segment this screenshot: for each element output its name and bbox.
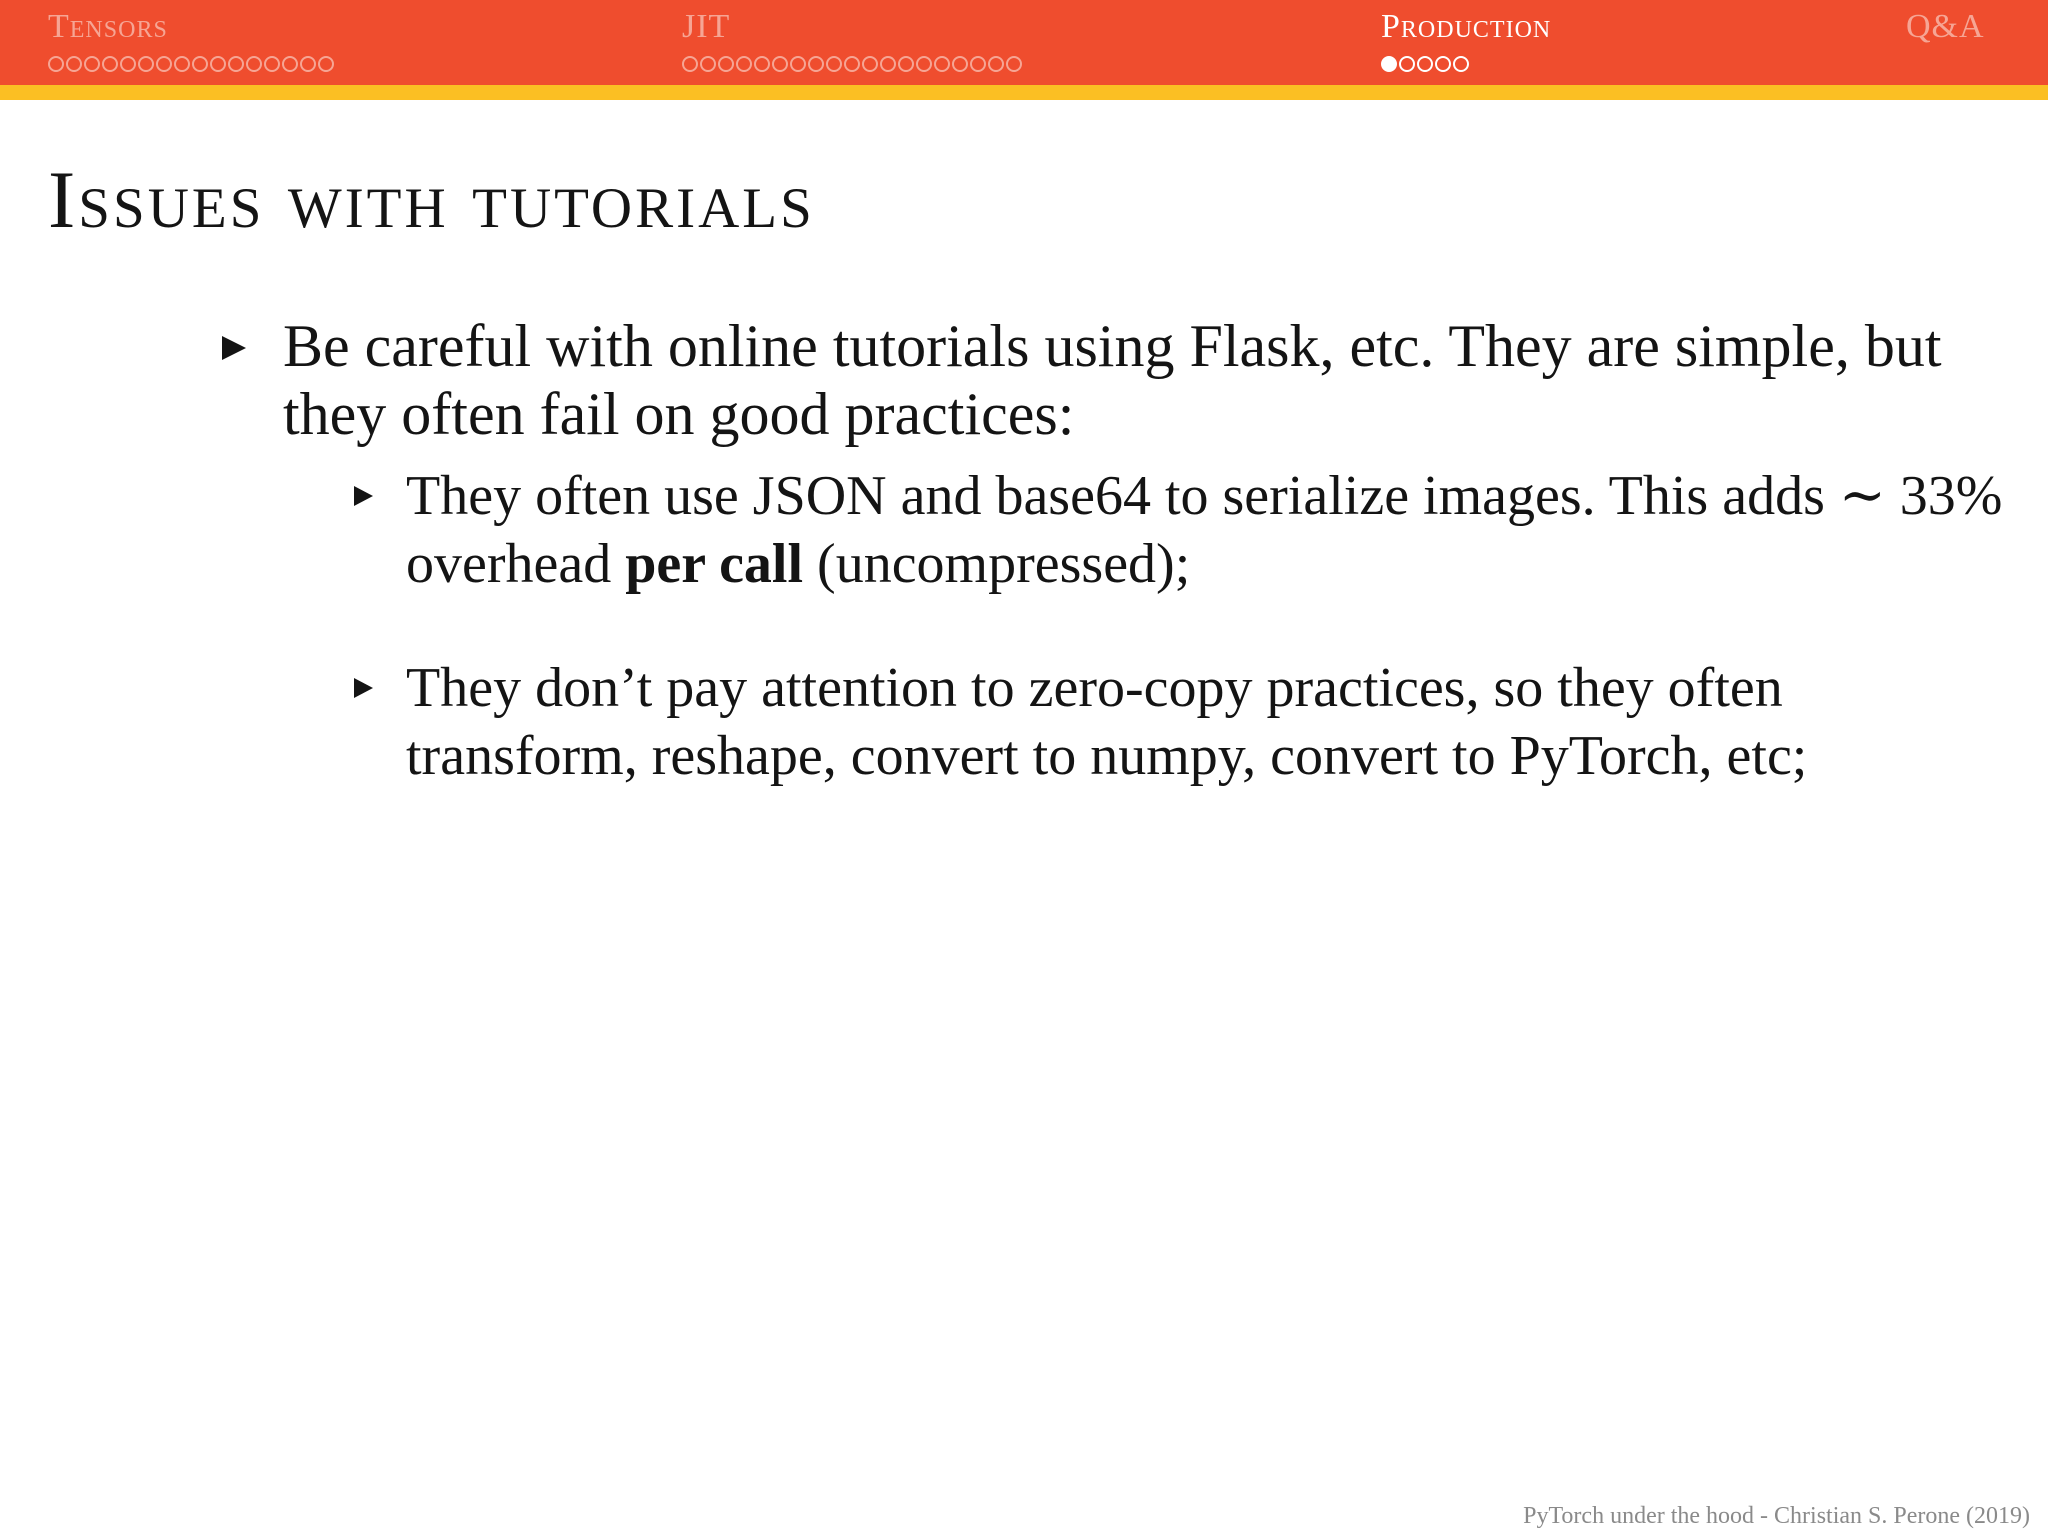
nav-section-jit <box>682 8 1022 72</box>
nav-frame-dot-icon[interactable] <box>880 56 896 72</box>
nav-section-title[interactable]: JIT <box>682 8 731 45</box>
nav-frame-dot-icon[interactable] <box>246 56 262 72</box>
sub-bullet-text: They often use JSON and base64 to serialize images. This adds ∼ 33% overhead <box>406 465 2003 595</box>
nav-section-production <box>1381 8 1551 72</box>
slide-footer: PyTorch under the hood - Christian S. Perone (2019) <box>1523 1503 2030 1529</box>
nav-frame-dot-icon[interactable] <box>1006 56 1022 72</box>
nav-frame-dot-icon[interactable] <box>952 56 968 72</box>
nav-frame-dot-icon[interactable] <box>264 56 280 72</box>
navbar-accent-stripe <box>0 85 2048 100</box>
nav-frame-dot-icon[interactable] <box>898 56 914 72</box>
nav-section-title[interactable]: Tensors <box>48 8 168 45</box>
nav-frame-dot-icon[interactable] <box>120 56 136 72</box>
nav-frame-dot-icon[interactable] <box>138 56 154 72</box>
nav-section-qa <box>1906 8 1985 46</box>
nav-progress-dots <box>1381 56 1551 72</box>
nav-frame-dot-icon[interactable] <box>808 56 824 72</box>
slide-title: Issues with tutorials <box>48 154 815 245</box>
nav-frame-dot-icon[interactable] <box>156 56 172 72</box>
sub-bullet-text: (uncompressed); <box>803 533 1191 595</box>
nav-progress-dots <box>682 56 1022 72</box>
nav-frame-dot-icon[interactable] <box>988 56 1004 72</box>
nav-frame-dot-icon[interactable] <box>844 56 860 72</box>
nav-progress-dots <box>48 56 334 72</box>
nav-frame-dot-icon[interactable] <box>736 56 752 72</box>
sub-bullet-item <box>406 462 2006 598</box>
nav-frame-dot-icon[interactable] <box>102 56 118 72</box>
nav-frame-dot-icon[interactable] <box>970 56 986 72</box>
nav-frame-dot-icon[interactable] <box>826 56 842 72</box>
nav-frame-dot-icon[interactable] <box>318 56 334 72</box>
nav-frame-dot-icon[interactable] <box>1381 56 1397 72</box>
nav-section-tensors <box>48 8 334 72</box>
nav-frame-dot-icon[interactable] <box>754 56 770 72</box>
nav-frame-dot-icon[interactable] <box>916 56 932 72</box>
nav-frame-dot-icon[interactable] <box>772 56 788 72</box>
nav-frame-dot-icon[interactable] <box>862 56 878 72</box>
nav-frame-dot-icon[interactable] <box>210 56 226 72</box>
nav-frame-dot-icon[interactable] <box>1435 56 1451 72</box>
nav-frame-dot-icon[interactable] <box>66 56 82 72</box>
nav-frame-dot-icon[interactable] <box>84 56 100 72</box>
nav-frame-dot-icon[interactable] <box>934 56 950 72</box>
nav-frame-dot-icon[interactable] <box>48 56 64 72</box>
nav-frame-dot-icon[interactable] <box>1417 56 1433 72</box>
nav-frame-dot-icon[interactable] <box>300 56 316 72</box>
nav-frame-dot-icon[interactable] <box>682 56 698 72</box>
nav-frame-dot-icon[interactable] <box>282 56 298 72</box>
nav-frame-dot-icon[interactable] <box>1453 56 1469 72</box>
nav-frame-dot-icon[interactable] <box>718 56 734 72</box>
sub-bullet-item: They don’t pay attention to zero-copy practices, so they often transform, reshape, convert to numpy, convert to PyTorch, etc; <box>406 657 1808 787</box>
sub-bullet-marker-icon <box>354 678 373 698</box>
navigation-bar <box>0 0 2048 85</box>
nav-frame-dot-icon[interactable] <box>228 56 244 72</box>
nav-frame-dot-icon[interactable] <box>174 56 190 72</box>
bullet-item: Be careful with online tutorials using Flask, etc. They are simple, but they often fail on good practices: <box>283 313 1942 447</box>
bullet-marker-icon <box>222 336 246 360</box>
nav-frame-dot-icon[interactable] <box>1399 56 1415 72</box>
nav-frame-dot-icon[interactable] <box>790 56 806 72</box>
nav-frame-dot-icon[interactable] <box>700 56 716 72</box>
nav-section-title[interactable]: Q&A <box>1906 8 1985 45</box>
nav-frame-dot-icon[interactable] <box>192 56 208 72</box>
sub-bullet-emphasis: per call <box>625 533 804 595</box>
nav-section-title[interactable]: Production <box>1381 8 1552 45</box>
sub-bullet-marker-icon <box>354 486 373 506</box>
